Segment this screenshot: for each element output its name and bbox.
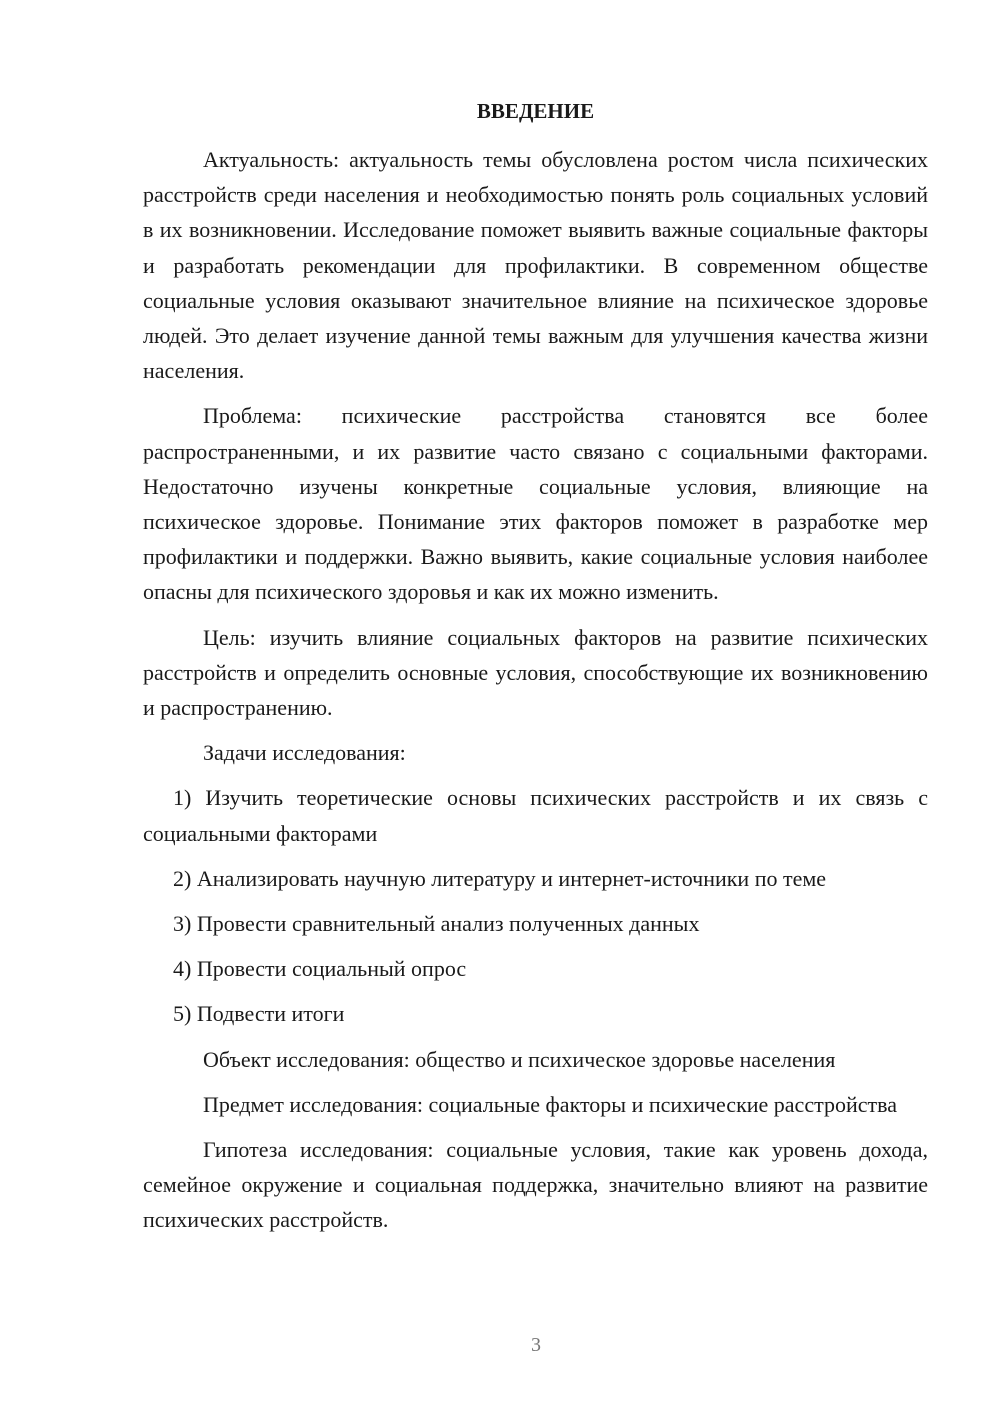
task-item-2: 2) Анализировать научную литературу и интернет-источники по теме [173,865,827,891]
paragraph-relevance: Актуальность: актуальность темы обусловлена ростом числа психических расстройств среди населения и необходимостью понять роль социальных условий в их возникновении. Исследование поможет выявить важные социальные факторы и разработать рекомендации для профилактики. В современном обществе социальные условия оказывают значительное влияние на психическое здоровье людей. Это делает изучение данной темы важным для улучшения качества жизни населения. [143,147,928,384]
document-heading: ВВЕДЕНИЕ [476,99,595,123]
paragraph-problem: Проблема: психические расстройства становятся все более распространенными, и их развитие часто связано с социальными факторами. Недостаточно изучены конкретные социальные условия, влияющие на психическое здоровье. Понимание этих факторов поможет в разработке мер профилактики и поддержки. Важно выявить, какие социальные условия наиболее опасны для психического здоровья и как их можно изменить. [143,403,928,605]
task-item-5: 5) Подвести итоги [173,1001,345,1027]
paragraph-tasks-title: Задачи исследования: [203,740,406,766]
document-page [143,96,928,1248]
paragraph-subject: Предмет исследования: социальные факторы и психические расстройства [203,1091,897,1117]
page-number: 3 [531,1334,541,1356]
paragraph-hypothesis: Гипотеза исследования: социальные условия, такие как уровень дохода, семейное окружение и социальная поддержка, значительно влияют на развитие психических расстройств. [143,1137,928,1233]
task-item-3: 3) Провести сравнительный анализ полученных данных [173,911,700,937]
task-item-1: 1) Изучить теоретические основы психических расстройств и их связь с социальными факторами [143,785,928,846]
paragraph-goal: Цель: изучить влияние социальных факторов на развитие психических расстройств и определить основные условия, способствующие их возникновению и распространению. [143,624,928,721]
paragraph-object: Объект исследования: общество и психическое здоровье населения [203,1046,836,1072]
task-item-4: 4) Провести социальный опрос [173,956,467,982]
